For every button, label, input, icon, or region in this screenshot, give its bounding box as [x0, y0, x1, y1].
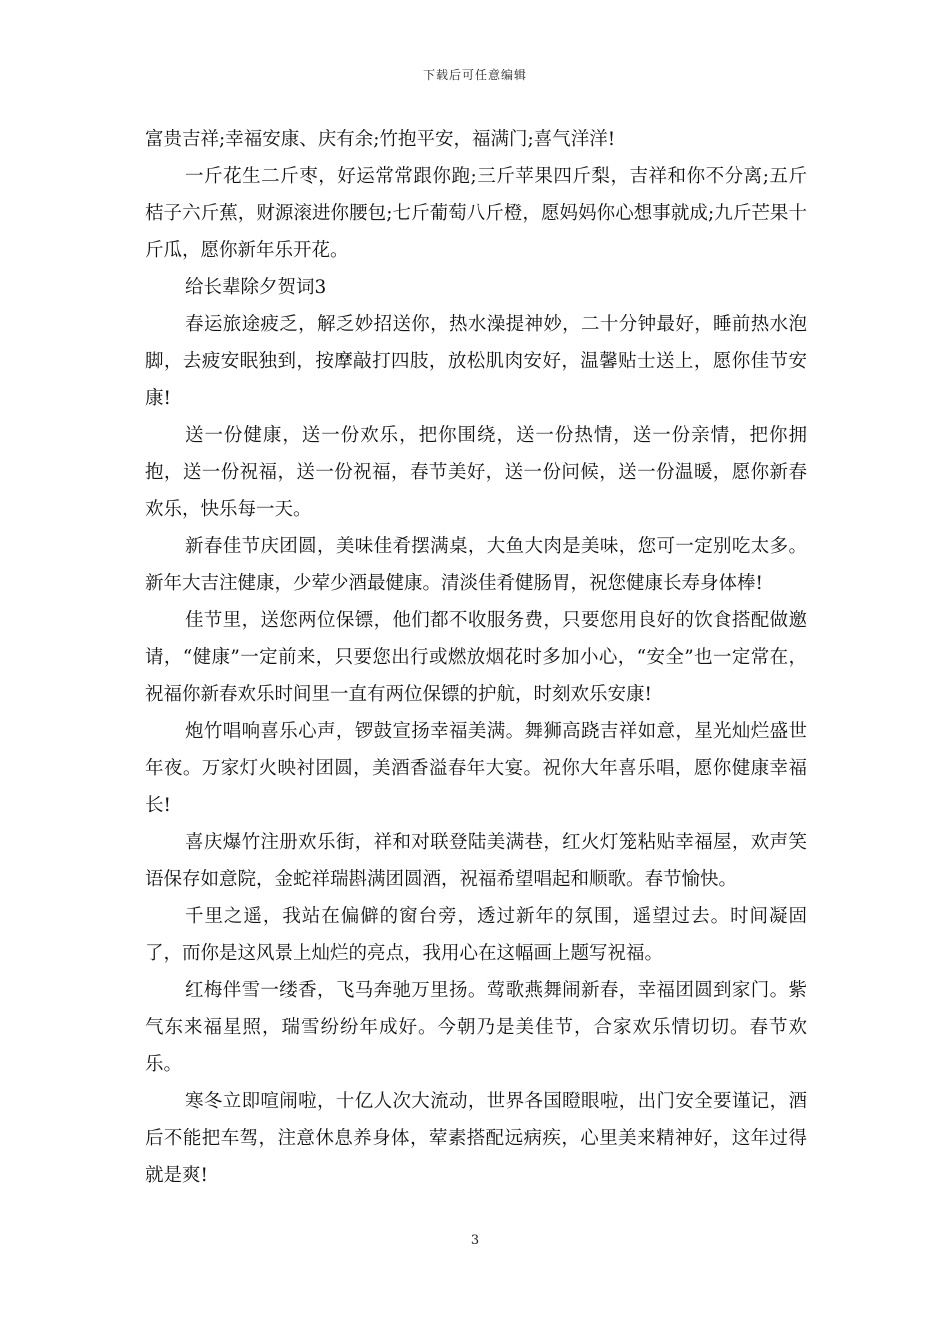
paragraph-3: 春运旅途疲乏，解乏妙招送你，热水澡提神妙，二十分钟最好，睡前热水泡脚，去疲安眠独到，按摩敲打四肢，放松肌肉安好，温馨贴士送上，愿你佳节安康!	[145, 314, 807, 409]
paragraph-9: 千里之遥，我站在偏僻的窗台旁，透过新年的氛围，遥望过去。时间凝固了，而你是这风景上灿烂的亮点，我用心在这幅画上题写祝福。	[145, 906, 807, 964]
paragraph-11: 寒冬立即喧闹啦，十亿人次大流动，世界各国瞪眼啦，出门安全要谨记，酒后不能把车驾，注意休息养身体，荤素搭配远病疾，心里美来精神好，这年过得就是爽!	[145, 1091, 807, 1186]
paragraph-8: 喜庆爆竹注册欢乐街，祥和对联登陆美满巷，红火灯笼粘贴幸福屋，欢声笑语保存如意院，金蛇祥瑞斟满团圆酒，祝福希望唱起和顺歌。春节愉快。	[145, 832, 807, 890]
paragraph-6: 佳节里，送您两位保镖，他们都不收服务费，只要您用良好的饮食搭配做邀请，“健康”一定前来，只要您出行或燃放烟花时多加小心，“安全”也一定常在，祝福你新春欢乐时间里一直有两位保镖的护航，时刻欢乐安康!	[145, 610, 807, 705]
page-number: 3	[470, 1233, 480, 1248]
page-header-note: 下载后可任意编辑	[422, 68, 527, 82]
paragraph-7: 炮竹唱响喜乐心声，锣鼓宣扬幸福美满。舞狮高跷吉祥如意，星光灿烂盛世年夜。万家灯火映衬团圆，美酒香溢春年大宴。祝你大年喜乐唱，愿你健康幸福长!	[145, 721, 807, 816]
paragraph-10: 红梅伴雪一缕香，飞马奔驰万里扬。莺歌燕舞闹新春，幸福团圆到家门。紫气东来福星照，瑞雪纷纷年成好。今朝乃是美佳节，合家欢乐情切切。春节欢乐。	[145, 980, 807, 1075]
paragraph-0: 富贵吉祥;幸福安康、庆有余;竹抱平安，福满门;喜气洋洋!	[145, 129, 616, 150]
section-heading: 给长辈除夕贺词3	[185, 277, 327, 298]
paragraph-5: 新春佳节庆团圆，美味佳肴摆满桌，大鱼大肉是美味，您可一定别吃太多。新年大吉注健康，少荤少酒最健康。清淡佳肴健肠胃，祝您健康长寿身体棒!	[145, 536, 807, 594]
paragraph-1: 一斤花生二斤枣，好运常常跟你跑;三斤苹果四斤梨，吉祥和你不分离;五斤桔子六斤蕉，财源滚进你腰包;七斤葡萄八斤橙，愿妈妈你心想事就成;九斤芒果十斤瓜，愿你新年乐开花。	[145, 166, 807, 261]
document-body	[145, 121, 807, 1194]
paragraph-4: 送一份健康，送一份欢乐，把你围绕，送一份热情，送一份亲情，把你拥抱，送一份祝福，送一份祝福，春节美好，送一份问候，送一份温暖，愿你新春欢乐，快乐每一天。	[145, 425, 807, 520]
